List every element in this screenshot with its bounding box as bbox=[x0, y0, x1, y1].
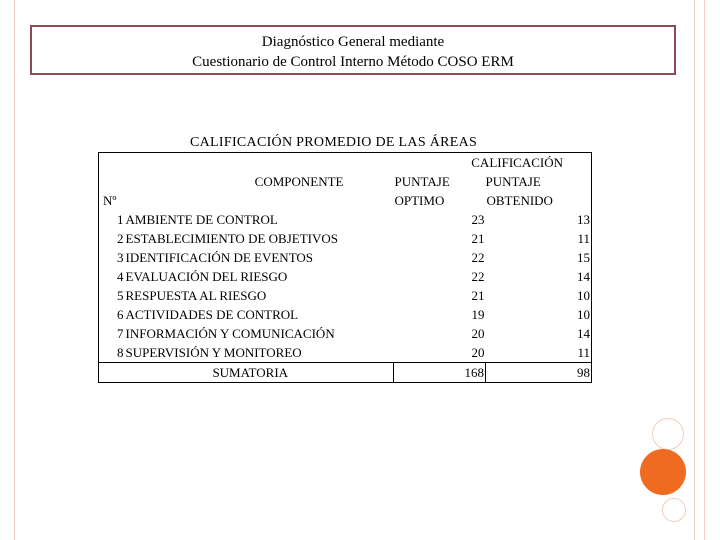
row-componente: ACTIVIDADES DE CONTROL bbox=[125, 307, 299, 322]
table-row bbox=[99, 210, 592, 229]
row-obtenido: 10 bbox=[486, 305, 592, 324]
row-obtenido: 14 bbox=[486, 324, 592, 343]
header-calificacion: CALIFICACIÓN bbox=[394, 153, 592, 173]
row-componente: INFORMACIÓN Y COMUNICACIÓN bbox=[125, 326, 335, 341]
total-optimo: 168 bbox=[394, 363, 486, 383]
title-line-1: Diagnóstico General mediante bbox=[261, 34, 445, 50]
table-row bbox=[99, 229, 592, 248]
table-row bbox=[99, 267, 592, 286]
header-componente: COMPONENTE bbox=[254, 174, 344, 189]
decor-line-right-1 bbox=[694, 0, 695, 540]
table-title: CALIFICACIÓN PROMEDIO DE LAS ÁREAS bbox=[190, 135, 478, 150]
total-row bbox=[99, 363, 592, 383]
table-row bbox=[99, 286, 592, 305]
table-row bbox=[99, 305, 592, 324]
row-componente: RESPUESTA AL RIESGO bbox=[125, 288, 267, 303]
row-optimo: 23 bbox=[471, 212, 485, 227]
row-obtenido: 15 bbox=[486, 248, 592, 267]
header-obtenido: OBTENIDO bbox=[486, 191, 592, 210]
header-row-1 bbox=[99, 153, 592, 173]
row-number: 8 bbox=[99, 343, 125, 363]
row-number: 6 bbox=[99, 305, 125, 324]
row-optimo: 21 bbox=[471, 231, 485, 246]
table-row bbox=[99, 248, 592, 267]
row-componente: ESTABLECIMIENTO DE OBJETIVOS bbox=[125, 231, 338, 246]
row-componente: IDENTIFICACIÓN DE EVENTOS bbox=[125, 250, 314, 265]
orange-circle-icon bbox=[640, 449, 686, 495]
row-number: 3 bbox=[99, 248, 125, 267]
row-optimo: 20 bbox=[471, 345, 485, 360]
row-number: 5 bbox=[99, 286, 125, 305]
header-puntaje-optimo: PUNTAJE bbox=[394, 174, 450, 189]
row-number: 1 bbox=[99, 210, 125, 229]
decor-ring-2 bbox=[662, 498, 686, 522]
decor-ring-1 bbox=[652, 418, 684, 450]
row-obtenido: 10 bbox=[486, 286, 592, 305]
header-optimo: OPTIMO bbox=[394, 193, 445, 208]
title-line-2: Cuestionario de Control Interno Método COSO ERM bbox=[192, 54, 514, 70]
row-number: 2 bbox=[99, 229, 125, 248]
row-number: 7 bbox=[99, 324, 125, 343]
header-row-2 bbox=[99, 172, 592, 191]
row-optimo: 22 bbox=[471, 269, 485, 284]
row-obtenido: 14 bbox=[486, 267, 592, 286]
header-puntaje-obtenido: PUNTAJE bbox=[486, 172, 592, 191]
table-row bbox=[99, 343, 592, 363]
row-obtenido: 11 bbox=[486, 343, 592, 363]
row-optimo: 21 bbox=[471, 288, 485, 303]
table-body bbox=[99, 210, 592, 363]
row-componente: EVALUACIÓN DEL RIESGO bbox=[125, 269, 288, 284]
row-componente: AMBIENTE DE CONTROL bbox=[125, 212, 278, 227]
row-obtenido: 11 bbox=[486, 229, 592, 248]
decor-line-left bbox=[14, 0, 15, 540]
row-optimo: 22 bbox=[471, 250, 485, 265]
row-obtenido: 13 bbox=[486, 210, 592, 229]
header-numero: Nº bbox=[99, 191, 125, 210]
table-row bbox=[99, 324, 592, 343]
total-obtenido: 98 bbox=[486, 363, 592, 383]
row-optimo: 19 bbox=[471, 307, 485, 322]
decor-line-right-2 bbox=[704, 0, 705, 540]
row-optimo: 20 bbox=[471, 326, 485, 341]
row-componente: SUPERVISIÓN Y MONITOREO bbox=[125, 345, 302, 360]
total-label: SUMATORIA bbox=[125, 363, 394, 383]
row-number: 4 bbox=[99, 267, 125, 286]
scores-table bbox=[98, 152, 592, 383]
header-row-3 bbox=[99, 191, 592, 210]
slide-title-box bbox=[30, 25, 676, 75]
